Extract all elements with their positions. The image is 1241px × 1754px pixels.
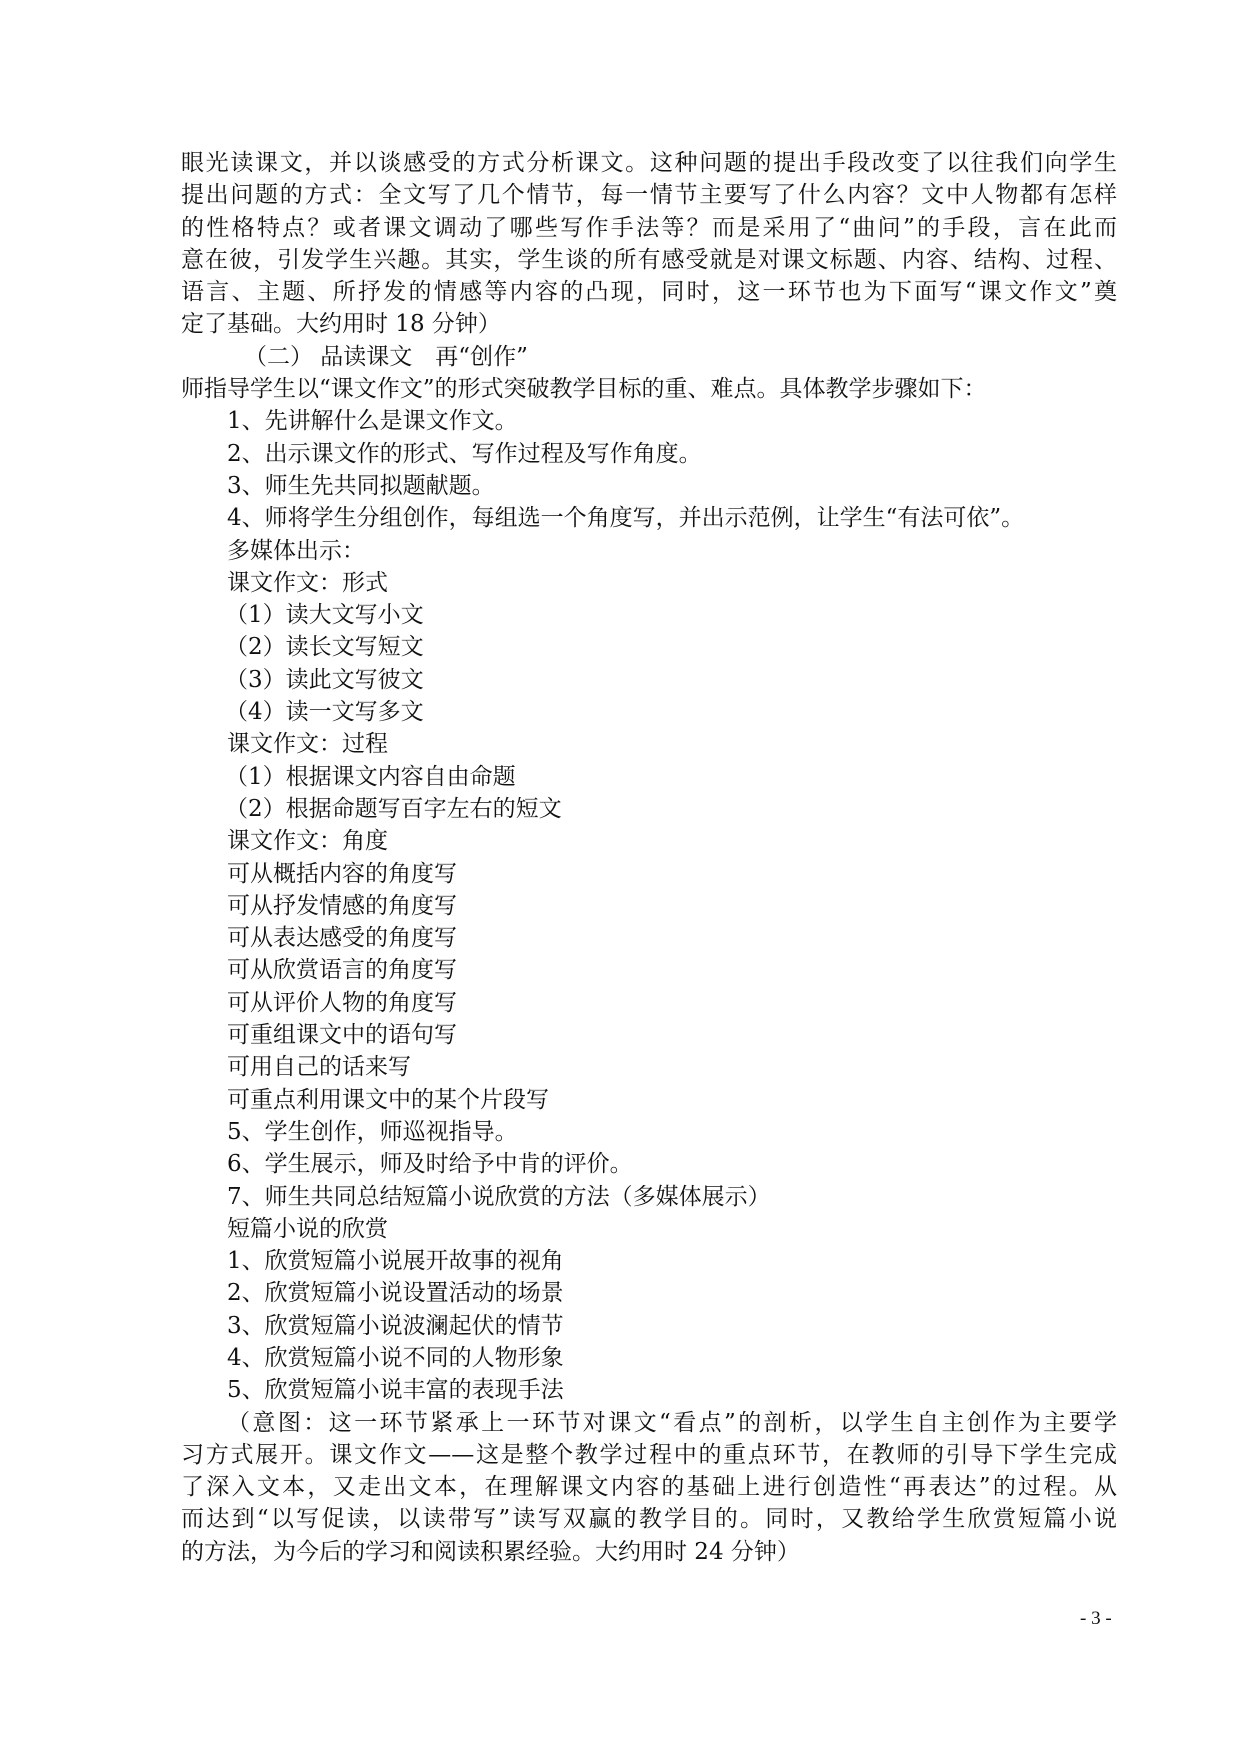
text-line: 定了基础。大约用时 18 分钟） <box>181 311 501 338</box>
list-item: 可用自己的话来写 <box>227 1054 411 1081</box>
text-line: 提出问题的方式：全文写了几个情节，每一情节主要写了什么内容？文中人物都有怎样 <box>181 182 1117 209</box>
subheading: 课文作文：形式 <box>227 569 388 596</box>
list-item: （3）读此文写彼文 <box>225 666 424 693</box>
list-item: 6、学生展示，师及时给予中肯的评价。 <box>227 1151 633 1178</box>
list-item: 3、欣赏短篇小说波澜起伏的情节 <box>227 1312 564 1339</box>
list-item: （4）读一文写多文 <box>225 699 424 726</box>
list-item: 可从抒发情感的角度写 <box>227 892 457 919</box>
subheading: 短篇小说的欣赏 <box>227 1215 388 1242</box>
list-item: 可从表达感受的角度写 <box>227 925 457 952</box>
text-line: 多媒体出示： <box>227 537 365 564</box>
list-item: 1、欣赏短篇小说展开故事的视角 <box>227 1248 564 1275</box>
list-item: 可从评价人物的角度写 <box>227 989 457 1016</box>
list-item: 可从概括内容的角度写 <box>227 860 457 887</box>
text-line: 的方法，为今后的学习和阅读积累经验。大约用时 24 分钟） <box>181 1538 800 1565</box>
text-line: 而达到“以写促读，以读带写”读写双赢的教学目的。同时，又教给学生欣赏短篇小说 <box>181 1506 1117 1533</box>
subheading: 课文作文：过程 <box>227 731 388 758</box>
section-heading: （二） 品读课文 再“创作” <box>244 343 528 370</box>
text-line: （意图：这一环节紧承上一环节对课文“看点”的剖析，以学生自主创作为主要学 <box>227 1409 1117 1436</box>
list-item: 可重点利用课文中的某个片段写 <box>227 1086 549 1113</box>
list-item: 可重组课文中的语句写 <box>227 1022 457 1049</box>
text-line: 意在彼，引发学生兴趣。其实，学生谈的所有感受就是对课文标题、内容、结构、过程、 <box>181 246 1117 273</box>
text-line: 了深入文本，又走出文本，在理解课文内容的基础上进行创造性“再表达”的过程。从 <box>181 1474 1117 1501</box>
list-item: 3、师生先共同拟题献题。 <box>227 472 495 499</box>
list-item: 4、师将学生分组创作，每组选一个角度写，并出示范例，让学生“有法可依”。 <box>227 505 1025 532</box>
page-number: - 3 - <box>1080 1608 1112 1629</box>
document-body <box>181 147 1117 1568</box>
text-line: 师指导学生以“课文作文”的形式突破教学目标的重、难点。具体教学步骤如下： <box>181 376 987 403</box>
list-item: 5、学生创作，师巡视指导。 <box>227 1118 518 1145</box>
list-item: （1）读大文写小文 <box>225 602 424 629</box>
list-item: （2）读长文写短文 <box>225 634 424 661</box>
text-line: 眼光读课文，并以谈感受的方式分析课文。这种问题的提出手段改变了以往我们向学生 <box>181 150 1117 176</box>
list-item: （2）根据命题写百字左右的短文 <box>225 795 562 822</box>
text-line: 语言、主题、所抒发的情感等内容的凸现，同时，这一环节也为下面写“课文作文”奠 <box>181 279 1117 306</box>
list-item: 4、欣赏短篇小说不同的人物形象 <box>227 1344 564 1371</box>
list-item: 7、师生共同总结短篇小说欣赏的方法（多媒体展示） <box>227 1183 771 1210</box>
list-item: 可从欣赏语言的角度写 <box>227 957 457 984</box>
text-line: 习方式展开。课文作文——这是整个教学过程中的重点环节，在教师的引导下学生完成 <box>181 1441 1117 1468</box>
list-item: 5、欣赏短篇小说丰富的表现手法 <box>227 1377 564 1404</box>
list-item: 2、欣赏短篇小说设置活动的场景 <box>227 1280 564 1307</box>
list-item: （1）根据课文内容自由命题 <box>225 763 516 790</box>
list-item: 2、出示课文作的形式、写作过程及写作角度。 <box>227 440 702 467</box>
subheading: 课文作文：角度 <box>227 828 388 855</box>
list-item: 1、先讲解什么是课文作文。 <box>227 408 518 435</box>
text-line: 的性格特点？或者课文调动了哪些写作手法等？而是采用了“曲问”的手段，言在此而 <box>181 214 1117 241</box>
